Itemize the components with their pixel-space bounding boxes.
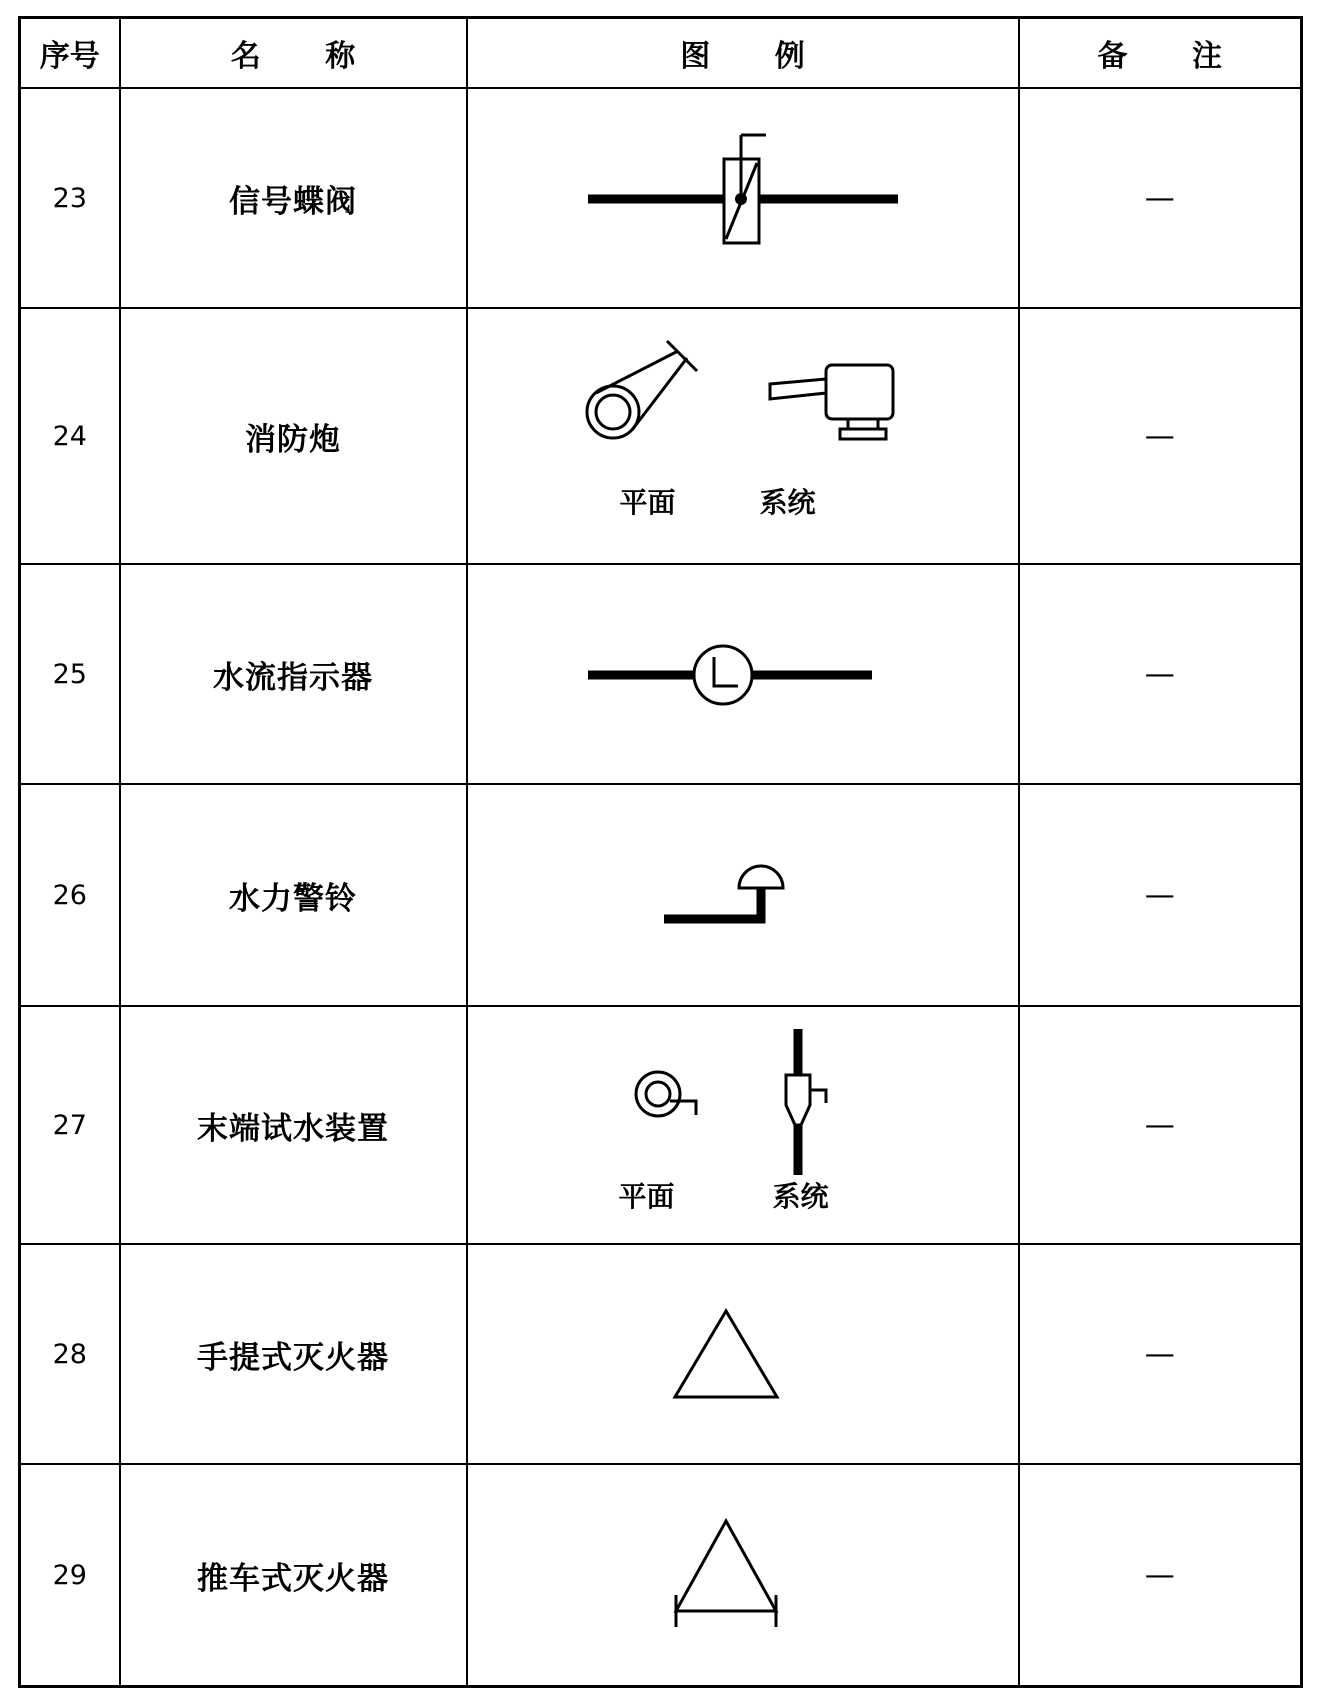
remark: — (1019, 784, 1302, 1006)
item-name: 消防炮 (120, 308, 467, 564)
item-name: 水力警铃 (120, 784, 467, 1006)
legend-cell (467, 308, 1019, 564)
table-row (20, 784, 1302, 1006)
remark: — (1019, 1006, 1302, 1244)
header-name: 名 称 (120, 18, 467, 89)
caption-system: 系统 (759, 486, 816, 519)
legend-cell (467, 88, 1019, 308)
table-row (20, 1464, 1302, 1687)
legend-cell (467, 1464, 1019, 1687)
caption-system: 系统 (772, 1180, 829, 1213)
remark: — (1019, 564, 1302, 784)
table-row (20, 564, 1302, 784)
item-name: 手提式灭火器 (120, 1244, 467, 1464)
table-row (20, 1006, 1302, 1244)
row-number: 24 (20, 308, 120, 564)
header-row (20, 18, 1302, 89)
remark: — (1019, 308, 1302, 564)
fire-monitor-icon (468, 309, 1020, 563)
row-number: 26 (20, 784, 120, 1006)
row-number: 29 (20, 1464, 120, 1687)
header-legend: 图 例 (467, 18, 1019, 89)
remark: — (1019, 1244, 1302, 1464)
signal-butterfly-valve-icon (468, 89, 1020, 307)
remark: — (1019, 1464, 1302, 1687)
row-number: 23 (20, 88, 120, 308)
item-name: 推车式灭火器 (120, 1464, 467, 1687)
header-no: 序号 (20, 18, 120, 89)
header-remark: 备 注 (1019, 18, 1302, 89)
row-number: 27 (20, 1006, 120, 1244)
caption-plan: 平面 (619, 486, 676, 519)
remark: — (1019, 88, 1302, 308)
item-name: 末端试水装置 (120, 1006, 467, 1244)
portable-extinguisher-icon (468, 1245, 1020, 1463)
end-test-device-icon (468, 1007, 1020, 1243)
table-row (20, 308, 1302, 564)
caption-plan: 平面 (618, 1180, 675, 1213)
legend-cell (467, 1006, 1019, 1244)
item-name: 信号蝶阀 (120, 88, 467, 308)
item-name: 水流指示器 (120, 564, 467, 784)
legend-cell (467, 564, 1019, 784)
legend-table (18, 16, 1303, 1688)
water-flow-indicator-icon (468, 565, 1020, 783)
wheeled-extinguisher-icon (468, 1465, 1020, 1685)
legend-cell (467, 784, 1019, 1006)
row-number: 25 (20, 564, 120, 784)
table-row (20, 1244, 1302, 1464)
legend-cell (467, 1244, 1019, 1464)
water-motor-alarm-icon (468, 785, 1020, 1005)
table-row (20, 88, 1302, 308)
row-number: 28 (20, 1244, 120, 1464)
